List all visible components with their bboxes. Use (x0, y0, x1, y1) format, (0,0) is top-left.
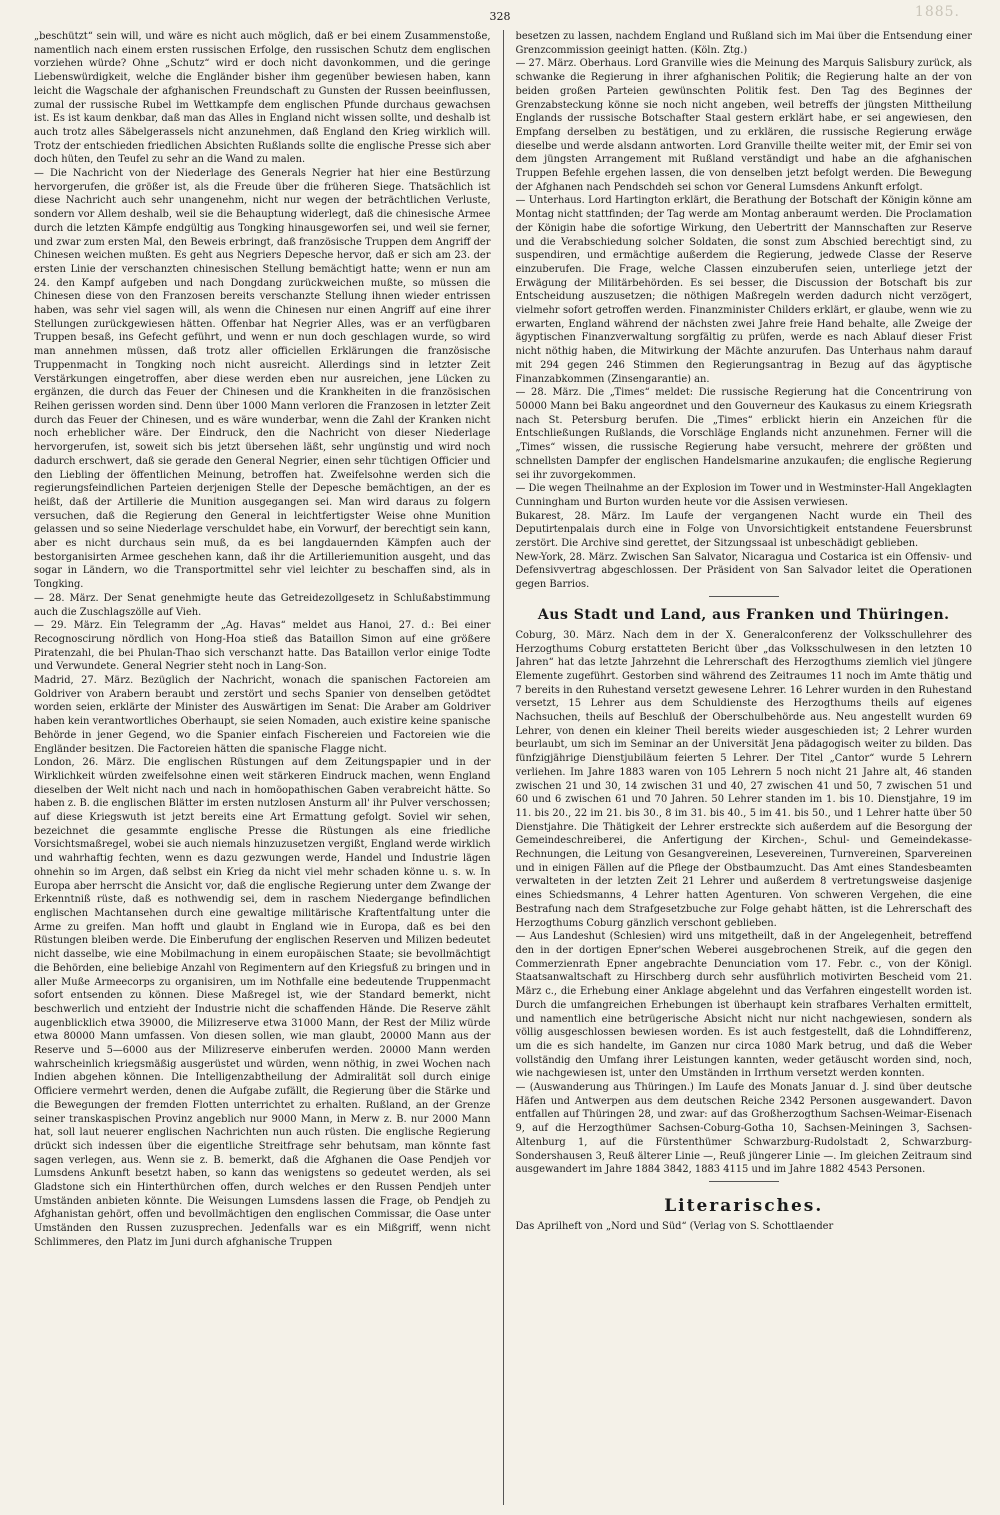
article-landeshut: — Aus Landeshut (Schlesien) wird uns mitgetheilt, daß in der Angelegenheit, betreffend den in der dortigen Epner'schen Weberei ausgebrochenen Streik, auf die gegen den Commerzienrath Epner angebrachte Denunciation vom 17. Febr. c., von der Königl. Staatsanwaltschaft zu Hirschberg durch sehr ausführlich motivirten Bescheid vom 21. März c., die Erhebung einer Anklage abgelehnt und das Verfahren eingestellt worden ist. Durch die umfangreichen Erhebungen ist überhaupt kein strafbares Verhalten ermittelt, und namentlich eine betrügerische Absicht nicht nur nicht nachgewiesen, sondern als völlig ausgeschlossen bewiesen worden. Es ist auch festgestellt, daß die Lohndifferenz, um die es sich handelte, im Ganzen nur circa 1080 Mark betrug, und daß die Weber vollständig den Umfang ihrer Leistungen kannten, weder getäuscht worden sind, noch, wie nachgewiesen ist, unter den Umständen in Irrthum versetzt werden konnten. (515, 931, 972, 1080)
literature-title: Literarisches. (664, 1195, 824, 1216)
article-oberhaus: — 27. März. Oberhaus. Lord Granville wies die Meinung des Marquis Salisbury zurück, als schwanke die Regierung in ihrer afghanischen Politik; die Regierung halte an der von beiden großen Parteien gewünschten Politik fest. Den Tag des Beginnes der Grenzabsteckung könne sie noch nicht angeben, weil betreffs der jüngsten Mittheilung Englands der russische Botschafter Staal gestern erklärt habe, er sei angewiesen, den Empfang derselben zu bestätigen, und zu erklären, die russische Regierung erwäge dieselbe und werde alsdann antworten. Lord Granville theilte weiter mit, der Emir sei von dem jüngsten Arrangement mit Rußland verständigt und habe an die afghanischen Truppen Befehle ergehen lassen, die von denselben jetzt befolgt werden. Die Bewegung der Afghanen nach Pendschdeh sei schon vor General Lumsdens Ankunft erfolgt. (515, 58, 972, 193)
article-tower-explosion: — Die wegen Theilnahme an der Explosion im Tower und in Westminster-Hall Angeklagten Cunningham und Burton wurden heute vor die Assisen verwiesen. (515, 483, 972, 508)
article-senate: — 28. März. Der Senat genehmigte heute das Getreidezollgesetz in Schlußabstimmung auch die Zuschlagszölle auf Vieh. (34, 592, 491, 618)
article-new-york: New-York, 28. März. Zwischen San Salvator, Nicaragua und Costarica ist ein Offensiv- und Defensivvertrag abgeschlossen. Der Präsident von San Salvador leitet die Operationen gegen Barrios. (515, 551, 972, 591)
columns (34, 30, 972, 1505)
article-times: — 28. März. Die „Times“ meldet: Die russische Regierung hat die Concentrirung von 50000 Mann bei Baku angeordnet und den Gouverneur des Kaukasus zu einem Kriegsrath nach St. Petersburg berufen. Die „Times“ erblickt hierin ein Anzeichen für die Entschließungen Rußlands, die Vorschläge Englands nicht anzunehmen. Ferner will die „Times“ wissen, die russische Regierung habe versucht, mehrere der größten und schnellsten Dampfer der englischen Handelsmarine anzukaufen; die englische Regierung sei ihr zuvorgekommen. (515, 387, 972, 481)
literature-text: Das Aprilheft von „Nord und Süd“ (Verlag von S. Schottlaender (515, 1220, 834, 1232)
article-negrier-defeat: — Die Nachricht von der Niederlage des Generals Negrier hat hier eine Bestürzung hervorgerufen, die größer ist, als die Freude über die früheren Siege. Thatsächlich ist diese Nachricht auch sehr unangenehm, nicht nur wegen der beträchtlichen Verluste, sondern vor Allem deshalb, weil sie die Behauptung widerlegt, daß die chinesische Armee durch die letzten Kämpfe endgültig aus Tongking hinausgeworfen sei, und weil sie ferner, und zwar zum ersten Mal, den Beweis erbringt, daß französische Truppen dem Angriff der Chinesen weichen mußten. Es geht aus Negriers Depesche hervor, daß er sich am 23. der ersten Linie der verschanzten chinesischen Stellung bemächtigt hatte; wenn er nun am 24. den Kampf aufgeben und nach Dongdang zurückweichen mußte, so müssen die Chinesen diese von den Franzosen bereits verschanzte Stellung ihnen wieder entrissen haben, was sehr viel sagen will, als wenn die Chinesen nur einen Angriff auf eine ihrer Stellungen zurückgewiesen hätten. Offenbar hat Negrier Alles, was er an verfügbaren Truppen besaß, ins Gefecht geführt, und wenn er nun doch geschlagen wurde, so wird man annehmen müssen, daß trotz aller officiellen Erklärungen die französische Truppenmacht in Tongking noch nicht ausreicht. Allerdings sind in letzter Zeit Verstärkungen eingetroffen, aber diese werden eben nur ausreichen, jene Lücken zu ergänzen, die durch das Feuer der Chinesen und die Krankheiten in die französischen Reihen gerissen worden sind. Denn über 1000 Mann verloren die Franzosen in letzter Zeit durch das Feuer der Chinesen, und es wäre wunderbar, wenn die Zahl der Kranken nicht noch erheblicher wäre. Der Eindruck, den die Nachricht von dieser Niederlage hervorgerufen, ist, soweit sich bis jetzt übersehen läßt, sehr ungünstig und wird noch dadurch erschwert, daß sie gerade den General Negrier, einen sehr tüchtigen Officier und den Liebling der öffentlichen Meinung, betroffen hat. Zweifelsohne werden sich die regierungsfeindlichen Parteien derjenigen Stelle der Depesche bemächtigen, an der es heißt, daß der Artillerie die Munition ausgegangen sei. Man wird daraus zu folgern versuchen, daß die Regierung den General in leichtfertigster Weise ohne Munition gelassen und so seine Niederlage verschuldet habe, ein Vorwurf, der berechtigt sein kann, aber es nicht durchaus sein muß, da es bei langdauernden Kämpfen auch der bestorganisirten Armee geschehen kann, daß ihr die Artilleriemunition ausgeht, und das sogar in Ländern, wo die Transportmittel sehr viel leichter zu beschaffen sind, als in Tongking. (34, 168, 491, 591)
article-coburg: Coburg, 30. März. Nach dem in der X. Generalconferenz der Volksschullehrer des Herzogthums Coburg erstatteten Bericht über „das Volksschulwesen in den letzten 10 Jahren“ hat das letzte Jahrzehnt die Lehrerschaft des Herzogthums ziemlich viel jüngere Elemente zugeführt. Gestorben sind während des Zeitraumes 11 noch im Amte thätig und 7 bereits in den Ruhestand versetzt gewesene Lehrer. 16 Lehrer wurden in den Ruhestand versetzt, 15 Lehrer aus dem Schuldienste des Herzogthums theils auf eigenes Nachsuchen, theils auf Beschluß der Oberschulbehörde aus. Neu angestellt wurden 69 Lehrer, von denen ein kleiner Theil bereits wieder ausgeschieden ist; 2 Lehrer wurden beurlaubt, um sich im Seminar an der Universität Jena pädagogisch weiter zu bilden. Das fünfzigjährige Dienstjubiläum feierten 5 Lehrer. Der Titel „Cantor“ wurde 5 Lehrern verliehen. Im Jahre 1883 waren von 105 Lehrern 5 noch nicht 21 Jahre alt, 46 standen zwischen 21 und 30, 14 zwischen 31 und 40, 27 zwischen 41 und 50, 7 zwischen 51 und 60 und 6 zwischen 61 und 70 Jahren. 50 Lehrer standen im 1. bis 10. Dienstjahre, 19 im 11. bis 20., 22 im 21. bis 30., 8 im 31. bis 40., 5 im 41. bis 50., und 1 Lehrer hatte über 50 Dienstjahre. Die Thätigkeit der Lehrer erstreckte sich außerdem auf die Besorgung der Gemeindeschreiberei, die Anfertigung der Kirchen-, Schul- und Gemeindekasse-Rechnungen, die Leitung von Gesangvereinen, Lesevereinen, Turnvereinen, Sparvereinen und in einigen Fällen auf die Pflege der Obstbaumzucht. Das Amt eines Standesbeamten verwalteten in der letzten Zeit 21 Lehrer und außerdem 8 vertretungsweise dasjenige eines Schiedsmanns, 4 Lehrer hatten Agenturen. Von schweren Vergehen, die eine Bestrafung nach dem Strafgesetzbuche zur Folge gehabt hätten, ist die Lehrerschaft des Herzogthums Coburg gänzlich verschont geblieben. (515, 629, 972, 929)
literature-rule (709, 1181, 779, 1182)
column-divider (503, 30, 504, 1505)
left-column (34, 30, 491, 1505)
right-column (516, 30, 973, 1505)
article-madrid: Madrid, 27. März. Bezüglich der Nachricht, wonach die spanischen Factoreien am Goldriver von Arabern beraubt und zerstört und sechs Spanier von denselben getödtet worden seien, erklärte der Minister des Auswärtigen im Senat: Die Araber am Goldriver haben kein verantwortliches Oberhaupt, sie seien Nomaden, auch existire keine spanische Behörde in jener Gegend, wo die Spanier einfach Fischereien und Factoreien wie die Engländer besitzen. Die Factoreien hätten die spanische Flagge nicht. (34, 675, 491, 755)
article-auswanderung: — (Auswanderung aus Thüringen.) Im Laufe des Monats Januar d. J. sind über deutsche Häfen und Antwerpen aus dem deutschen Reiche 2342 Personen ausgewandert. Davon entfallen auf Thüringen 28, und zwar: auf das Großherzogthum Sachsen-Weimar-Eisenach 9, auf die Herzogthümer Sachsen-Coburg-Gotha 10, Sachsen-Meiningen 3, Sachsen-Altenburg 1, auf die Fürstenthümer Schwarzburg-Rudolstadt 2, Schwarzburg-Sondershausen 3, Reuß älterer Linie —, Reuß jüngerer Linie —. Im gleichen Zeitraum sind ausgewandert im Jahre 1884 3842, 1883 4115 und im Jahre 1882 4543 Personen. (515, 1082, 972, 1176)
article-havas-telegram: — 29. März. Ein Telegramm der „Ag. Havas“ meldet aus Hanoi, 27. d.: Bei einer Recognoscirung nördlich von Hong-Hoa stieß das Bataillon Simon auf eine größere Piratenzahl, die bei Phulan-Thao sich verschanzt hatte. Das Bataillon verlor einige Todte und Verwundete. General Negrier steht noch in Lang-Son. (34, 620, 491, 673)
article-london-cont: besetzen zu lassen, nachdem England und Rußland sich im Mai über die Entsendung einer Grenzcommission geeinigt hatten. (Köln. Ztg.) (515, 31, 972, 56)
article-london: London, 26. März. Die englischen Rüstungen auf dem Zeitungspapier und in der Wirklichkeit würden zweifelsohne einen weit stärkeren Eindruck machen, wenn England dieselben der Welt nicht nach und nach in homöopathischen Gaben verabreicht hätte. So haben z. B. die englischen Blätter im ersten nutzlosen Ansturm all' ihr Pulver verschossen; auf diese Kriegswuth ist jetzt bereits eine Art Ermattung gefolgt. Soviel wir sehen, bezeichnet die gesammte englische Presse die Rüstungen als eine friedliche Vorsichtsmaßregel, wobei sie auch niemals hinzuzusetzen vergißt, England werde wirklich und wahrhaftig fechten, wenn es dazu gezwungen werde, Handel und Industrie lägen ohnehin so im Argen, daß selbst ein Krieg da nicht viel mehr schaden könne u. s. w. In Europa aber herrscht die Ansicht vor, daß die englische Regierung unter dem Zwange der Erkenntniß rüste, daß es nothwendig sei, dem in raschem Niedergange befindlichen englischen Machtansehen durch eine gewaltige militärische Kraftentfaltung unter die Arme zu greifen. Man hofft und glaubt in England wie in Europa, daß es bei den Rüstungen bleiben werde. Die Einberufung der englischen Reserven und Milizen bedeutet nicht dasselbe, wie eine Mobilmachung in einem europäischen Staate; sie bevollmächtigt die Behörden, eine beliebige Anzahl von Regimentern auf den Kriegsfuß zu bringen und in aller Muße Armeecorps zu organisiren, um im Nothfalle eine bedeutende Truppenmacht sofort entsenden zu können. Diese Maßregel ist, wie der Standard bemerkt, nicht beschwerlich und entzieht der Industrie nicht die schaffenden Hände. Die Reserve zählt augenblicklich etwa 39000, die Milizreserve etwa 31000 Mann, der Rest der Miliz würde etwa 80000 Mann umfassen. Von diesen sollen, wie man glaubt, 20000 Mann aus der Reserve und 5—6000 aus der Milizreserve einberufen werden. 20000 Mann werden wahrscheinlich kriegsmäßig ausgerüstet und würden, wenn nöthig, in zwei Wochen nach Indien abgehen können. Die Intelligenzabtheilung der Admiralität soll durch einige Officiere vermehrt werden, denen die Aufgabe zufällt, die Regierung über die Stärke und die Bewegungen der fremden Flotten unterrichtet zu erhalten. Rußland, an der Grenze seiner transkaspischen Provinz angeblich nur 9000 Mann, in Merw z. B. nur 2000 Mann hat, soll laut neuerer englischen Nachrichten nun auch rüsten. Die englische Regierung drückt sich indessen über die eigentliche Streitfrage sehr behutsam, man könnte fast sagen verlegen, aus. Wenn sie z. B. bemerkt, daß die Afghanen die Oase Pendjeh vor Lumsdens Ankunft besetzt haben, so kann das wenigstens so gedeutet werden, als sei Gladstone sich ein Hinterthürchen offen, durch welches er den Russen Pendjeh unter Umständen anbieten könnte. Die Weisungen Lumsdens lassen die Frage, ob Pendjeh zu Afghanistan gehört, offen und bevollmächtigen den englischen Commissar, die Oase unter Umständen den Russen zuzusprechen. Jedenfalls war es ein Mißgriff, wenn nicht Schlimmeres, den Platz im Juni durch afghanische Truppen (34, 757, 491, 1248)
section-rule (709, 596, 779, 597)
page-number: 328 (489, 10, 511, 23)
article-bukarest: Bukarest, 28. März. Im Laufe der vergangenen Nacht wurde ein Theil des Deputirtenpalais durch eine in Folge von Unvorsichtigkeit entstandene Feuersbrunst zerstört. Die Archive sind gerettet, der Sitzungssaal ist unbeschädigt geblieben. (515, 510, 972, 550)
article-unterhaus: — Unterhaus. Lord Hartington erklärt, die Berathung der Botschaft der Königin könne am Montag nicht stattfinden; der Tag werde am Montag anberaumt werden. Die Proclamation der Königin habe die sofortige Wirkung, den Uebertritt der Mannschaften zur Reserve und die Verabschiedung solcher Soldaten, die sonst zum Abschied berechtigt sind, zu suspendiren, und ermächtige außerdem die Regierung, jedwede Classe der Reserve einzuberufen. Die Frage, welche Classen einzuberufen seien, unterliege jetzt der Erwägung der Militärbehörden. Es sei besser, die Discussion der Botschaft bis zur Entscheidung auszusetzen; die nöthigen Maßregeln werden dadurch nicht verzögert, vielmehr sofort getroffen werden. Finanzminister Childers erklärt, er glaube, wenn wie zu erwarten, England während der nächsten zwei Jahre freie Hand behalte, alle Zweige der ägyptischen Finanzverwaltung sorgfältig zu prüfen, werde es nach Ablauf dieser Frist nicht nöthig haben, die Mitwirkung der Mächte anzurufen. Das Unterhaus nahm darauf mit 294 gegen 246 Stimmen den Regierungsantrag in Bezug auf das ägyptische Finanzabkommen (Zinsengarantie) an. (515, 195, 972, 385)
article-afghan-politics: „beschützt“ sein will, und wäre es nicht auch möglich, daß er bei einem Zusammenstoße, namentlich nach einem ersten russischen Erfolge, den russischen Schutz dem englischen vorziehen würde? Ohne „Schutz“ wird er doch nicht davonkommen, und die geringe Liebenswürdigkeit, welche die Engländer bisher ihm gegenüber bewiesen haben, kann leicht die Wagschale der afghanischen Freundschaft zu Gunsten der Russen beeinflussen, zumal der russische Rubel im Wettkampfe dem englischen Pfunde durchaus gewachsen ist. Es ist kaum denkbar, daß man das Alles in England nicht wissen sollte, und deshalb ist auch trotz alles Säbelgerassels nicht anzunehmen, daß England den Krieg wirklich will. Trotz der entschieden friedlichen Absichten Rußlands sollte die englische Presse sich aber doch hüten, den Teufel zu sehr an die Wand zu malen. (34, 31, 491, 166)
section-title: Aus Stadt und Land, aus Franken und Thüringen. (537, 606, 950, 623)
masthead-fragment: 1885. (914, 4, 960, 20)
